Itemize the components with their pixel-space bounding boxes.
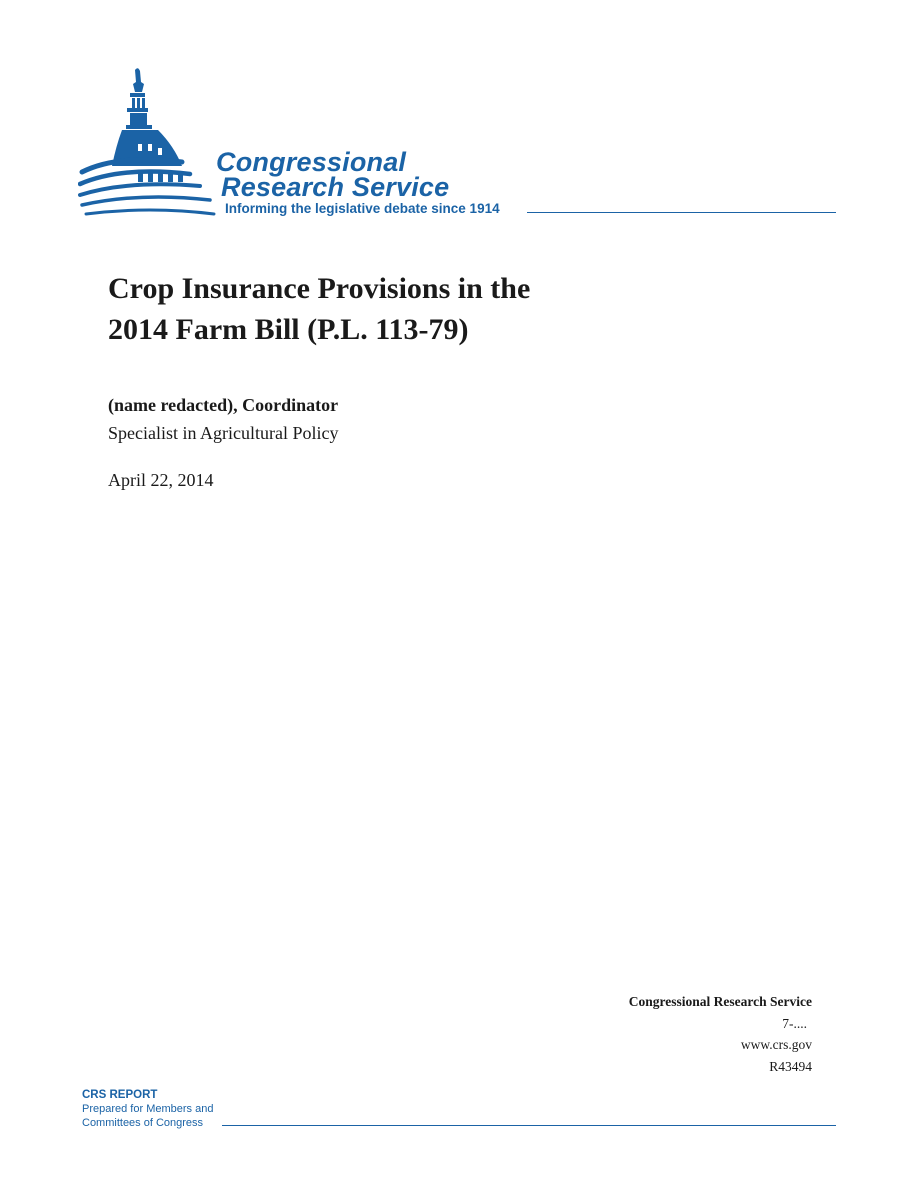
publisher-org: Congressional Research Service (628, 994, 812, 1009)
footer-divider (222, 1125, 836, 1126)
publisher-code: 7-.... (782, 1015, 807, 1031)
author-role: Specialist in Agricultural Policy (108, 423, 339, 443)
footer-title: CRS REPORT (82, 1089, 158, 1101)
crs-logo (78, 62, 838, 222)
report-title (108, 268, 708, 350)
header-divider (527, 212, 836, 213)
logo-tagline: Informing the legislative debate since 1914 (225, 201, 500, 216)
footer-label (82, 1088, 213, 1130)
author-name: (name redacted), Coordinator (108, 395, 339, 415)
logo-name-line2: Research Service (221, 172, 450, 202)
report-title-line2: 2014 Farm Bill (P.L. 113-79) (108, 313, 469, 346)
capitol-dome-icon (78, 62, 218, 220)
publisher-block (629, 991, 812, 1077)
report-title-line1: Crop Insurance Provisions in the (108, 272, 531, 305)
footer-line2: Prepared for Members and (82, 1103, 214, 1115)
logo-name-line1: Congressional (216, 147, 407, 177)
report-number: R43494 (769, 1058, 812, 1074)
report-date: April 22, 2014 (108, 470, 214, 490)
publisher-url: www.crs.gov (740, 1037, 812, 1052)
footer-line3: Committees of Congress (82, 1117, 204, 1129)
